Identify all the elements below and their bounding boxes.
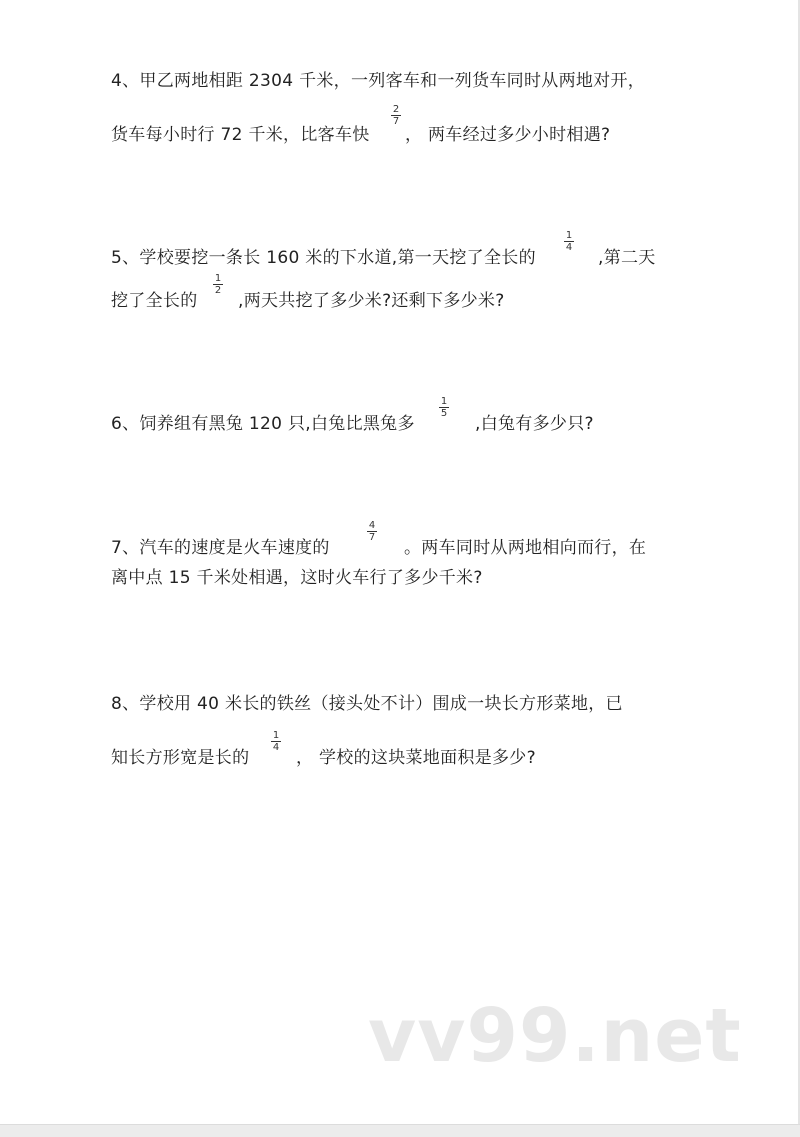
problem-8-line-2-start: 知长方形宽是长的 bbox=[111, 748, 250, 768]
problem-7-line-1-end: 。两车同时从两地相向而行，在 bbox=[404, 538, 647, 558]
problem-6-fraction bbox=[438, 396, 450, 419]
fraction-denominator: 5 bbox=[440, 408, 448, 419]
fraction-numerator: 1 bbox=[272, 730, 280, 741]
fraction-numerator: 1 bbox=[565, 230, 573, 241]
problem-4-fraction bbox=[390, 104, 402, 127]
problem-5-line-1-start: 5、学校要挖一条长 160 米的下水道,第一天挖了全长的 bbox=[111, 248, 536, 268]
problem-6-line-1-end: ,白兔有多少只? bbox=[475, 414, 594, 434]
problem-7-fraction bbox=[366, 520, 378, 543]
fraction-denominator: 2 bbox=[214, 285, 222, 296]
problem-5-line-1-end: ,第二天 bbox=[598, 248, 656, 268]
problem-5-fraction-2 bbox=[212, 273, 224, 296]
fraction-denominator: 7 bbox=[392, 116, 400, 127]
fraction-numerator: 2 bbox=[392, 104, 400, 115]
problem-5-line-2-start: 挖了全长的 bbox=[111, 291, 198, 311]
fraction-numerator: 4 bbox=[368, 520, 376, 531]
problem-5-line-2-end: ,两天共挖了多少米?还剩下多少米? bbox=[238, 291, 505, 311]
problem-5-fraction-1 bbox=[563, 230, 575, 253]
watermark: vv99.net bbox=[368, 993, 742, 1079]
bottom-scroll-bar[interactable] bbox=[0, 1124, 800, 1137]
fraction-denominator: 7 bbox=[368, 532, 376, 543]
problem-8-fraction bbox=[270, 730, 282, 753]
problem-8-line-1: 8、学校用 40 米长的铁丝（接头处不计）围成一块长方形菜地，已 bbox=[111, 694, 623, 714]
problem-4-line-2-end: ， 两车经过多少小时相遇? bbox=[405, 125, 611, 145]
problem-4-line-1: 4、甲乙两地相距 2304 千米，一列客车和一列货车同时从两地对开， bbox=[111, 71, 646, 91]
problem-8-line-2-end: ， 学校的这块菜地面积是多少? bbox=[296, 748, 536, 768]
problem-7-line-1-start: 7、汽车的速度是火车速度的 bbox=[111, 538, 330, 558]
problem-4-line-2-start: 货车每小时行 72 千米，比客车快 bbox=[111, 125, 370, 145]
problem-6-line-1-start: 6、饲养组有黑兔 120 只,白兔比黑兔多 bbox=[111, 414, 415, 434]
fraction-denominator: 4 bbox=[565, 242, 573, 253]
fraction-numerator: 1 bbox=[214, 273, 222, 284]
fraction-denominator: 4 bbox=[272, 742, 280, 753]
problem-7-line-2: 离中点 15 千米处相遇，这时火车行了多少千米? bbox=[111, 568, 483, 588]
fraction-numerator: 1 bbox=[440, 396, 448, 407]
